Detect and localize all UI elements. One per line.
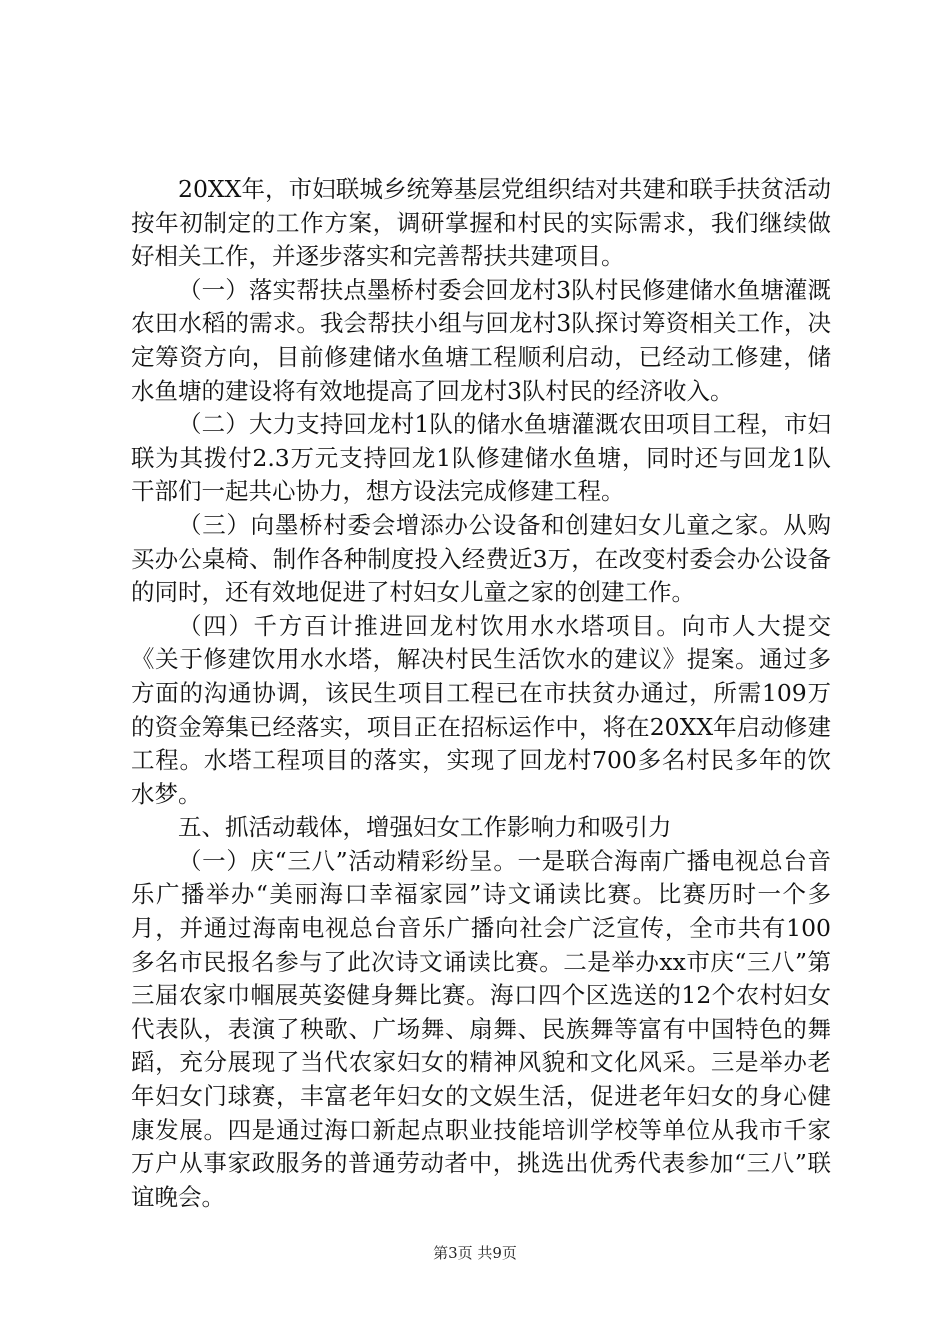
paragraph-item-3: （三）向墨桥村委会增添办公设备和创建妇女儿童之家。从购买办公桌椅、制作各种制度投入经费近3万，在改变村委会办公设备的同时，还有效地促进了村妇女儿童之家的创建工作。 [131,510,831,607]
paragraph-section5-item-1: （一）庆“三八”活动精彩纷呈。一是联合海南广播电视总台音乐广播举办“美丽海口幸福家园”诗文诵读比赛。比赛历时一个多月，并通过海南电视总台音乐广播向社会广泛宣传，全市共有100多名市民报名参与了此次诗文诵读比赛。二是举办xx市庆“三八”第三届农家巾帼展英姿健身舞比赛。海口四个区选送的12个农村妇女代表队，表演了秧歌、广场舞、扇舞、民族舞等富有中国特色的舞蹈，充分展现了当代农家妇女的精神风貌和文化风采。三是举办老年妇女门球赛，丰富老年妇女的文娱生活，促进老年妇女的身心健康发展。四是通过海口新起点职业技能培训学校等单位从我市千家万户从事家政服务的普通劳动者中，挑选出优秀代表参加“三八”联谊晚会。 [131,846,831,1211]
document-body [131,173,831,1214]
paragraph-item-4: （四）千方百计推进回龙村饮用水水塔项目。向市人大提交《关于修建饮用水水塔，解决村民生活饮水的建议》提案。通过多方面的沟通协调，该民生项目工程已在市扶贫办通过，所需109万的资金筹集已经落实，项目正在招标运作中，将在20XX年启动修建工程。水塔工程项目的落实，实现了回龙村700多名村民多年的饮水梦。 [131,611,831,808]
section-heading-5: 五、抓活动载体，增强妇女工作影响力和吸引力 [178,813,672,842]
page-footer: 第3页 共9页 [433,1244,517,1262]
paragraph-intro: 20XX年，市妇联城乡统筹基层党组织结对共建和联手扶贫活动按年初制定的工作方案，调研掌握和村民的实际需求，我们继续做好相关工作，并逐步落实和完善帮扶共建项目。 [131,175,831,271]
paragraph-item-2: （二）大力支持回龙村1队的储水鱼塘灌溉农田项目工程，市妇联为其拨付2.3万元支持回龙1队修建储水鱼塘，同时还与回龙1队干部们一起共心协力，想方设法完成修建工程。 [131,410,831,506]
paragraph-item-1: （一）落实帮扶点墨桥村委会回龙村3队村民修建储水鱼塘灌溉农田水稻的需求。我会帮扶小组与回龙村3队探讨筹资相关工作，决定筹资方向，目前修建储水鱼塘工程顺利启动，已经动工修建，储水鱼塘的建设将有效地提高了回龙村3队村民的经济收入。 [131,275,831,405]
